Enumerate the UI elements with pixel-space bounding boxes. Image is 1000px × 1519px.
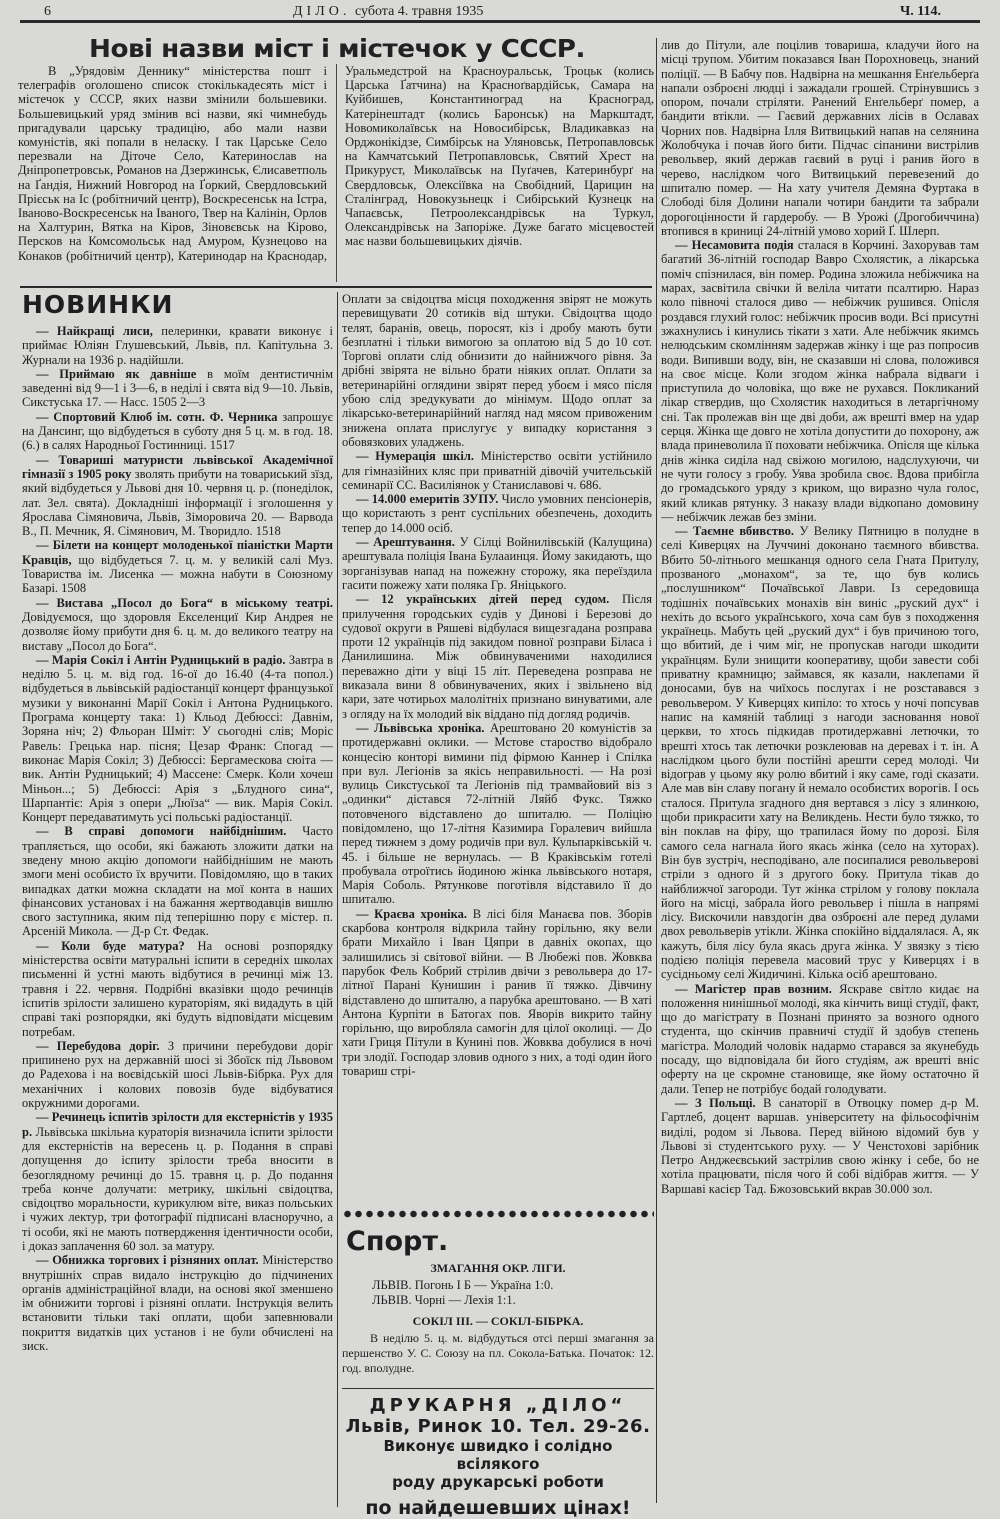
news-item-lead: — 14.000 емеритів ЗУПУ. (356, 492, 499, 507)
news-item (22, 410, 333, 453)
news-item-lead: — Несамовита подія (675, 238, 794, 253)
news-item-body: У Сілці Войнилівській (Калущина) арештувала поліція Івана Булааинця. Йому закидають, що зорганізував напад на пожежну сторожу, яка переїздила гасити пожежу хати поляка Гр. Яніцького. (342, 535, 652, 592)
news-item-body: Довідуємося, що здоровля Екселенциї Кир Андрея не дозволяє йому прибути дня 6. ц. м. до великого театру на виставу „Посол до Бога“. (22, 609, 333, 653)
news-item (661, 1096, 979, 1196)
news-item (342, 449, 652, 492)
section-rule (20, 286, 652, 288)
dotted-divider (342, 1210, 654, 1218)
news-column-middle (342, 292, 652, 1205)
news-item-body: Міністерство внутрішніх справ видало інструкцію до підчинених органів адміністраційної влади, на основі якої зменшено ім обнижити торгові і різняні оплати. Інструкція велить встановити тільки такі оплати, щоби запевнювали покриття видатків цих установ і не були обчислені на зиск. (22, 1253, 333, 1354)
header-rule (20, 20, 980, 23)
news-item-body: Часто трапляється, що особи, які бажають зложити датки на зведену мною акцію допомоги найбіднішим не мають змоги мені особисто їх вручити. Повідомляю, що в таких випадках датки можна складати на мої конта в наших фінансових установах і на бажання жертводавців вишлю свого заступника, яким під теперішню пору є містер. п. Арсеній Микола. — Д-р Ст. Федак. (22, 824, 333, 939)
news-item (661, 38, 979, 238)
news-item (22, 324, 333, 367)
news-item (22, 1253, 333, 1353)
news-item-body: Львівська шкільна кураторія визначила іспити зрілости для екстерністів на вересень ц. р. Подання в справі допущення до іспиту зрілости треба вносити в безоглядному речинці до 15. травня ц. р. До подання треба конче долучати: метрику, шкільні свідоцтва, свідоцтво моральности, курикулюм віте, виказ польських і чужих лектур, три фотографії підписані власноручно, а ті особи, які не мають потвердження ідентичности особи, і доказ заплачення 60 зол. за матуру. (22, 1124, 333, 1253)
news-item-lead: — Вистава „Посол до Бога“ в міському театрі. (36, 595, 333, 610)
news-item (22, 1039, 333, 1110)
news-item (342, 592, 652, 721)
headline: Нові назви міст і містечок у СССР. (89, 34, 585, 63)
column-rule-right (656, 38, 657, 1503)
news-item (342, 292, 652, 449)
advert-title: ДРУКАРНЯ „ДІЛО“ (369, 1395, 627, 1416)
sport-title: Спорт. (346, 1226, 449, 1257)
news-item-lead: — Товариші матуристи львівської Академічної гімназії з 1905 року (22, 452, 333, 481)
news-item-lead: — Коли буде матура? (36, 938, 185, 953)
news-item-lead: — Магістер прав возним. (675, 981, 832, 996)
news-item (22, 367, 333, 410)
news-item-lead: — Приймаю як давніше (36, 366, 197, 381)
news-item (22, 453, 333, 539)
news-item (22, 824, 333, 938)
page-number: 6 (44, 4, 51, 19)
news-item-body: сталася в Корчині. Захорував там багатий 36-літній господар Вавро Схолястик, а лікарська поміч спізнилася, він помер. Родина зложила небіжчика на марах, засвітила свічки й веліла читати псалтирю. Нараз коло півночі сталося диво — небіжчик рушився. Опісля роздався глухий голос: небіжчик просив води. Всі присутні зжахнулись і кинулись тікати з хати. Але небіжчик якимсь нелюдським скомлінням задержав жінку і ще раз попросив води. Випивши воду, він, не сказавши ні слова, положився на своє місце. Коли згодом жінка набрала відваги і приступила до чоловіка, що вже не рухався. Покликаний лікар ствердив, що Схолястик находиться в летаргічному сні. Так пролежав він ще дві доби, аж врешті вмер на удар серця. Жінка ще довго не хотіла допустити до похорону, аж влада приневолила її поховати небіжчика. Опісля ще кілька днів жінка сиділа над свіжою могилою, надслухуючи, чи не чути голосу з гробу. Уява зробила своє. Вдова прибігла до громадського уряду з криком, що виразно чула голос, який кликав рятунку. З наказу влади відкопано домовину — небіжчик лежав без зміни. (661, 238, 979, 524)
news-item-body: З причини перебудови доріг припинено рух на державній шосі зі Збоїск під Львовом до Радехова і на воєвідській шосі Львів-Бібрка. Рух для механічних і колових повозів буде відбуватися окружними дорогами. (22, 1038, 333, 1111)
news-item-lead: — Перебудова доріг. (36, 1038, 160, 1053)
issue-date: субота 4. травня 1935 (355, 4, 484, 19)
news-item (22, 1110, 333, 1253)
advert-address: Львів, Ринок 10. Тел. 29-26. (345, 1416, 651, 1437)
news-item-lead: — Марія Сокіл і Антін Рудницький в радіо. (36, 652, 286, 667)
advert-slogan: по найдешевших цінах! (365, 1497, 631, 1519)
news-item-lead: — Обнижка торгових і різняних оплат. (36, 1253, 259, 1268)
news-item-body: Арештовано 20 комуністів за протидержавні оклики. — Мстове староство відобрало концесію конторі вимини під фірмою Каннер і Спілка при вул. Легіонів за якісь неправильності. — На розі вулиць Сикстуської та Легіонів під трамвайовий віз з „одинки“ дістався 72-літній Ляйб Фукс. Тяжко потовченого відставлено до шпиталю. — Поліцію повідомлено, що 17-літня Казимира Горалевич вийшла перед тижнем з дому родичів при вул. Кульпарківській ч. 45. і більше не вернулась. — В Краківськім готелі пробувала отроїтись йодиною жінка львівського нотаря, Марія Соболь. Рятункове поготівля відставило її до шпиталю. (342, 720, 652, 907)
advert-text: Виконує швидко і солідно всілякого (383, 1437, 613, 1473)
news-item-body: Завтра в неділю 5. ц. м. від год. 16-ої до 16.40 (4-та попол.) відбудеться в львівській радіостанції концерт французької музики у виконанні Марії Сокіл і Антона Рудницького. Програма концерту така: 1) Кльод Дебюссі: Давнім, Зоряна ніч; 2) Фльоран Шміт: У сьогодні слів; Моріс Равель: Грецька нар. пісня; Цезар Франк: Спогад — виконає Марія Сокіл; 3) Дебюссі: Бергамескова сюіта — вик. Антін Рудницький; 4) Массене: Смерк. Коли хочеш Міньон...; 5) Дебюссі: Арія з „Блудного сина“, Шарпантіє: Арія з опери „Люїза“ — вик. Марія Сокіл. Концерт передаватимуть усі польські радіостанції. (22, 652, 333, 825)
news-item-body: В лісі біля Манаєва пов. Зборів скарбова контроля відкрила тайну горільню, яку вели брати Михайло і Іван Цяпри в давніх окопах, що залишились зі світової війни. — В Любежі пов. Жовква парубок Фель Кобрий стрілив двічи з револьвера до 17-літної Парані Кунишин і ранив її тяжко. Дівчину відставлено до шпиталю, а парубка арештовано. — В хаті Антона Курпіти в Батогах пов. Яворів викрито тайну горільню, що виробляла самогін для цілої околиці. — До хати Гриця Пітули в Кунині пов. Жовква добулися в ночі три злодії. Господар зловив одного з них, а тоді один його товариш стрі- (342, 906, 652, 1079)
news-item-body: Після прилучення городських судів у Динові і Березові до судової округи в Ряшеві відбулася вищезгадана розправа проти 12 українців під закидом повної розправи Біласа і Данилишина. Між обвинуваченими находилися переважно діти у віці 15 літ. Переведена розправа не виказала вини 8 обвинувачених, яких і звільнено від кари, зате чотирьох малолітніх признано винуватими, але з огляду на їх молодий вік віддано під догляд родичів. (342, 592, 652, 721)
news-item-lead: — Білети на концерт молоденької піаністки Марти Кравців, (22, 538, 333, 567)
news-item-body: пелеринки, кравати виконує і приймає Юліян Глушевський, Львів, пл. Капітульна 3. Журнали на 1936 р. надійшли. (22, 324, 333, 367)
issue-number: Ч. 114. (900, 4, 942, 19)
news-item (342, 492, 652, 535)
league-heading: ЗМАГАННЯ ОКР. ЛІГИ. (430, 1261, 566, 1275)
news-item (22, 653, 333, 825)
news-item (22, 939, 333, 1039)
page-header (0, 2, 1000, 22)
news-item-body: запрошує на Дансинг, що відбудеться в суботу дня 5 ц. м. в год. 18. (6.) в салях Народньої Гостинниці. 1517 (22, 409, 333, 453)
match-text: В неділю 5. ц. м. відбудуться отсі перші змагання за першенство У. С. Союзу на пл. Сокола-Батька. Початок: 12. год. вполудне. (342, 1331, 654, 1375)
news-item-body: На основі розпорядку міністерства освіти матуральні іспити в середніх школах письменні й устні мають відбутися в речинці між 13. травня і 22. червня. Подрібні вказівки щодо речинців іспитів зрілости залишено кураторіям, які видадуть в цій справі такі розпорядки, які будуть відповідати місцевим потребам. (22, 938, 333, 1039)
news-item-body: лив до Пітули, але поцілив товариша, кладучи його на місці трупом. Убитим показався Іван Порохновець, знаний поліції. — В Бабчу пов. Надвірна на мешкання Енґельберґа напали озброєні людці і зажадали грошей. Стрінувшись з опором, почали стріляти. Ранений Енґельберґ помер, а бандити втікли. — Гаєвий державних лісів в Ославах Чорних пов. Надвірна Ілля Витвицький напав на селянина Жолобчука і почав його бити. Підчас сіпанини вистрілив револьвер, який держав гаєвий в руці і ранив його в черево, наслідком чого Витвицький перевезений до шпиталю помер. — На хату учителя Демяна Фуртака в Слободі біля Долини напали чотири бандити та забрали дорогоцінности й гардеробу. — В Урожі (Дрогобиччина) втопився в криниці 24-літній умово хорий Ґ. Шлерп. (661, 38, 979, 238)
news-item-body: Міністерство освіти устійнило для гімназійних кляс при приватній дівочій учительській семинарії СС. Василіянок у Станиславові ч. 686. (342, 449, 652, 492)
news-section-title: НОВИНКИ (22, 290, 174, 319)
column-rule-middle (337, 292, 338, 1507)
news-item-body: в моїм дентистичнім заведенні від 9—1 і 3—6, в неділі і свята від 9—10. Львів, Сикстуська 17. — Насс. 1505 2—3 (22, 366, 333, 410)
match-heading: СОКІЛ III. — СОКІЛ-БІБРКА. (412, 1314, 584, 1328)
news-item-lead: — 12 українських дітей перед судом. (356, 592, 610, 607)
news-item-lead: — Львівська хроніка. (356, 720, 485, 735)
news-item-body: У Велику Пятницю в полудне в селі Киверцях на Луччині доконано таємного вбивства. Вбито 50-літнього мешканця одного села Гната Притулу, прозваного „монахом“, за те, що був колись „послушником“ Почаївської Лаври. Із середовища тодішніх почаївських монахів він виніс „руский дух“ і нехіть до всього українського, хоча сам був з походження українець. Мабуть цей „руский дух“ і був причиною того, що вбитий, де і чим міг, не пропускав нагоди шкодити українцям. Були знищити кооперативу, щоби завести собі приватну крамницю; займався, як казали, наклепами й доносами, був на чиїхось послугах і не розставався з револьвером. У Киверцях кипіло: то хтось у ночі попсував напис на камяній таблиці з нагоди засновання нової церкви, то хтось підкидав протидержавні летючки, то врешті хтось так летючки розклеював на деревах і т. ін. А наслідком цього були постійні арешти серед молоді. Чи відограв у цьому яку ролю вбитий і яку саме, годі сказати. Але мав він славу погану й немало особистих ворогів. І ось сталося. Притула згадного дня вертався з лісу з ялинкою, щоби прикрасити хату на Великдень. Нести було тяжко, то він поклав на фіру, що трапилася йому по дорозі. Біля самого села нагнала його якась жінка (село на хуторах). Він був зустріч, несподівано, але посипалися револьверові стріли з одного й з другого боку. Притула тікав до найближчої загороди. Тут жінка стрілом у голову поклала його на місці, забрала його револьвер і пішла в напрямі лісу. Вискочили навздогін два озброєні але перед дулами двох револьверів утікли. Жінка спокійно віддалялася. А, як кажуть, біля лісу була якась друга жінка. У звязку з тією подією поліція перевела масовий трус у Киверцях і в сусідньому селі Жидичині. Кілька осіб арештовано. (661, 524, 979, 982)
news-item (22, 596, 333, 653)
news-item-lead: — З Польщі. (675, 1095, 756, 1110)
news-item-body: В санаторії в Отвоцку помер д-р М. Гартлеб, доцент варшав. університету на фільософічнім виділі, родом зі Львова. Перед війною відомий був у Львові зі студентського руху. — У Ченстохові зарібник Петро Анджеєвський застрілив свою жінку і себе, бо не хотіла працювати, після чого й собі відібрав життя. — У Варшаві касієр Тад. Бжозовський вкрав 30.000 зол. (661, 1095, 979, 1196)
printing-house-advert (342, 1388, 654, 1519)
news-item-body: зволять прибути на товариський зїзд, який відбудеться у Львові дня 10. червня ц. р. (понеділок, лат. Зел. свята). Докладніші інформації і зголошення у Ярослава Сімяновича, Львів, Зіморовича 20. — Варвода В., П. Мечник, Я. Сімянович, М. Творидло. 1518 (22, 466, 333, 539)
news-item (661, 238, 979, 524)
advert-text: роду друкарські роботи (392, 1473, 604, 1491)
news-column-left (22, 290, 333, 1505)
news-item-lead: — Арештування. (356, 535, 455, 550)
news-item (342, 535, 652, 592)
match-result: ЛЬВІВ. Погонь І Б — Україна 1:0. (372, 1278, 554, 1292)
news-item (661, 524, 979, 982)
news-item-body: Оплати за свідоцтва місця походження звірят не можуть перевищувати 20 сотиків від штуки. Свідоцтва щодо телят, баранів, овець, поросят, кіз і дробу мають бути безплатні і тільки вимогою за оплатою від 5 до 10 сот. Торгові оплати слід обнизити до найнижчого рівня. За дрібні звірята не вільно брати ніяких оплат. Оплати за ветеринарійні оглядини звірят перед убоєм і мясо після убою слід зредукувати до мінімум. Щодо оплат за лікарсько-ветеринарійний нагляд над мясом привоженим знижена оплата прислугує у випадку користання з обовязкових уладжень. (342, 292, 652, 449)
lead-article: В „Урядовім Деннику“ міністерства пошт і телеграфів оголошено список стокількадесять міст і містечок у СССР, яких назви змінили большевики. Большевицький уряд змінив всі назви, які чимнебудь пригадували царську традицію, або мали назви комуністів, які попали в неласку. І так Царське Село перезвали на Діточе Село, Катеринослав на Дніпропетровськ, Романов на Дзержинськ, Єлисаветполь на Ґандія, Нижний Новгород на Ґоркий, Свердловський Прієськ на Іс (робітничий центр), Воскресенськ на Істра, Іваново-Воскресенськ на Іваного, Твер на Калінін, Орлов на Халтурин, Вятка на Кіров, Зіновєвськ на Кірово, Персков на Комсомольськ над Амуром, Кузнецово на Конаков (робітничий центр), Катеринодар на Краснодар, Уральмедстрой на Красноуральськ, Троцьк (колись Царська Ґатчина) на Красноґвардійськ, Самара на Куйбишев, Константиноград на Красноград, Катерінештадт (колись Баронськ) на Маркштадт, Новомиколаївськ на Новосибірськ, Владикавказ на Орджонікідзе, Симбірськ на Уляновськ, Петропавловськ на Камчатський Петропавловськ, Святий Хрест на Прикуруст, Миколаївськ на Пуґачев, Катеринбурґ на Свердловськ, Олексіївка на Свобідний, Царицин на Сталінград, Новокузьнецк і Сибірський Кузнецк на Чапаєвськ, Петроолександрівськ на Туркул, Олександрівськ на Запоріже. Дуже багато місцевостей має назви большевицьких діячів. (18, 64, 654, 263)
match-result: ЛЬВІВ. Чорні — Лехія 1:1. (372, 1293, 516, 1307)
news-item (22, 538, 333, 595)
news-item-lead: — Нумерація шкіл. (356, 449, 474, 464)
news-item-lead: — В справі допомоги найбіднішим. (36, 824, 287, 839)
news-item-lead: — Речинець іспитів зрілости для екстерністів у 1935 р. (22, 1110, 333, 1139)
news-item-lead: — Краєва хроніка. (356, 906, 468, 921)
news-item (342, 907, 652, 1079)
sport-section (342, 1210, 654, 1519)
news-item-body: що відбудеться 7. ц. м. у великій салі Муз. Товариства ім. Лисенка — можна набути в Союзному Базарі. 1508 (22, 552, 333, 596)
news-item-body: Число умовних пенсіонерів, що користають з рент суспільних обезпечень, доходить тепер до 14.000 осіб. (342, 492, 652, 535)
news-item-lead: — Найкращі лиси, (36, 324, 153, 338)
news-item-lead: — Спортовий Клюб ім. сотн. Ф. Черника (36, 409, 278, 424)
news-column-right (661, 38, 979, 1506)
news-item (342, 721, 652, 907)
news-item-lead: — Таємне вбивство. (675, 524, 794, 539)
newspaper-name: ДІЛО. (293, 4, 351, 19)
news-item (661, 982, 979, 1096)
news-item-body: Яскраве світло кидає на положення нинішньої молоді, яка кінчить вищі студії, факт, що до магістрату в Познані принято за возного одного студента, що скінчив правничі студії й здобув степень магістра. Молодий чоловік надармо старався за якунебудь посаду, що відповідала би його студіям, аж врешті вніс оферту на це скромне становище, яке йому остаточно й дали. Тепер не потрібує бодай голодувати. (661, 981, 979, 1096)
